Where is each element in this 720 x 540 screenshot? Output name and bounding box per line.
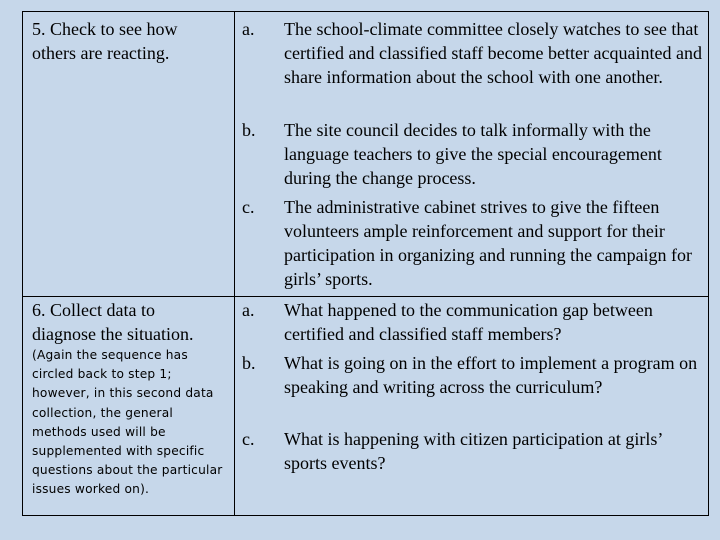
steps-table <box>22 11 709 516</box>
item-letter: c. <box>242 197 255 217</box>
step-6-note: (Again the sequence has circled back to step 1; however, in this second data collection, the general methods used will be supplemented with specific questions about the particular issues worked on). <box>32 348 223 497</box>
column-divider <box>234 12 235 515</box>
item-letter: c. <box>242 429 255 449</box>
row-divider <box>23 296 708 297</box>
item-text: What is going on in the effort to implement a program on speaking and writing across the curriculum? <box>284 353 698 397</box>
item-letter: a. <box>242 19 255 39</box>
step-6-label: 6. Collect data to diagnose the situation. <box>32 300 194 344</box>
item-letter: a. <box>242 300 255 320</box>
item-letter: b. <box>242 120 256 140</box>
item-text: What is happening with citizen participation at girls’ sports events? <box>284 429 663 473</box>
item-text: The school-climate committee closely watches to see that certified and classified staff become better acquainted and share information about the school with one another. <box>284 19 702 87</box>
step-5-label: 5. Check to see how others are reacting. <box>32 19 178 63</box>
item-text: What happened to the communication gap between certified and classified staff members? <box>284 300 653 344</box>
item-text: The site council decides to talk informally with the language teachers to give the special encouragement during the change process. <box>284 120 662 188</box>
item-text: The administrative cabinet strives to give the fifteen volunteers ample reinforcement and support for their participation in organizing and running the campaign for girls’ sports. <box>284 197 693 289</box>
item-letter: b. <box>242 353 256 373</box>
